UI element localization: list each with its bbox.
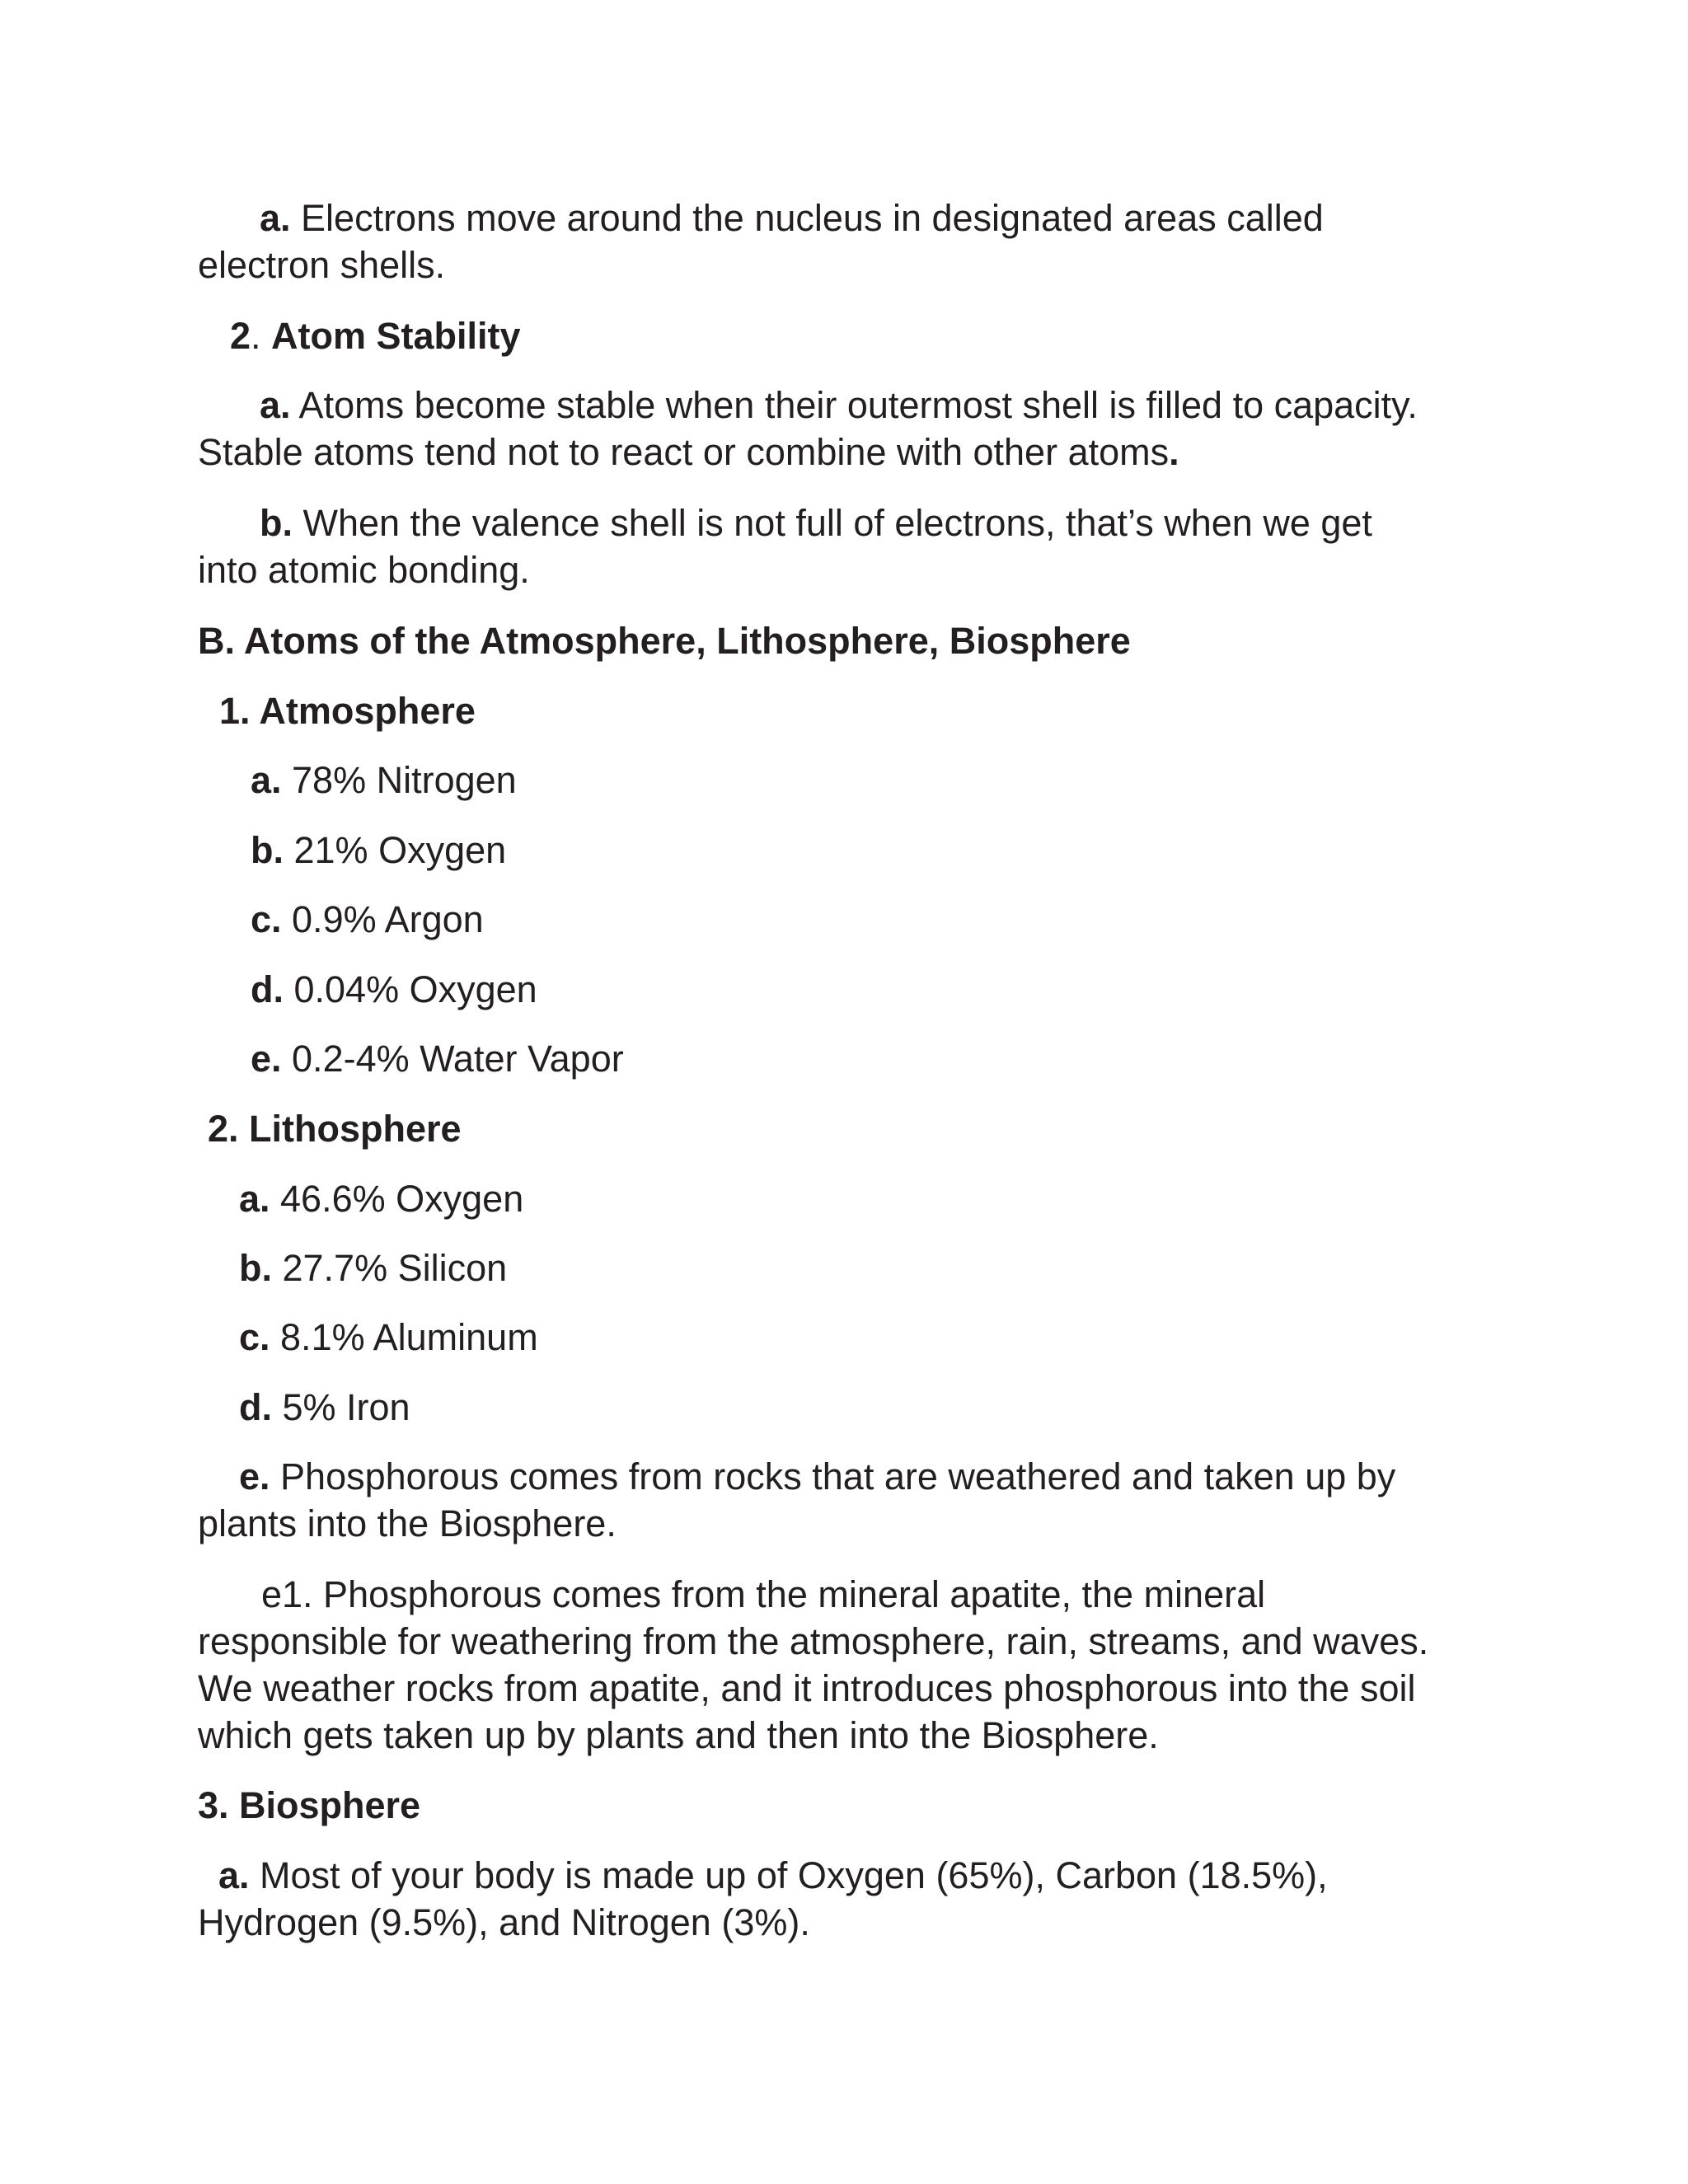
list-item-text: 0.2-4% Water Vapor bbox=[281, 1038, 624, 1080]
list-marker: b. bbox=[251, 829, 284, 871]
list-marker: a. bbox=[260, 197, 291, 239]
list-item-text: 0.04% Oxygen bbox=[284, 968, 537, 1010]
heading-section-b: B. Atoms of the Atmosphere, Lithosphere, Biosphere bbox=[198, 620, 1131, 662]
paragraph-text: Atoms become stable when their outermost shell is filled to capacity. bbox=[290, 384, 1418, 426]
heading-atom-stability bbox=[230, 312, 1688, 360]
list-marker: a. bbox=[239, 1178, 270, 1220]
lithosphere-item bbox=[239, 1314, 1688, 1361]
paragraph-end-period: . bbox=[1169, 431, 1179, 473]
paragraph-phosphorous-line-1 bbox=[239, 1453, 1688, 1501]
paragraph-text: When the valence shell is not full of electrons, that’s when we get bbox=[293, 502, 1372, 544]
atmosphere-item bbox=[251, 827, 1688, 874]
paragraph-text: Phosphorous comes from rocks that are weathered and taken up by bbox=[270, 1455, 1396, 1497]
atmosphere-item bbox=[251, 757, 1688, 804]
paragraph-apatite-line-4 bbox=[198, 1712, 1688, 1760]
paragraph-text: Hydrogen (9.5%), and Nitrogen (3%). bbox=[198, 1901, 810, 1943]
atmosphere-item bbox=[251, 896, 1688, 944]
paragraph-text: which gets taken up by plants and then into the Biosphere. bbox=[198, 1714, 1159, 1756]
paragraph-text: We weather rocks from apatite, and it introduces phosphorous into the soil bbox=[198, 1667, 1416, 1709]
list-item-text: 27.7% Silicon bbox=[272, 1247, 508, 1289]
list-marker: e. bbox=[239, 1455, 270, 1497]
lithosphere-item bbox=[239, 1384, 1688, 1432]
list-marker: d. bbox=[251, 968, 284, 1010]
list-marker: c. bbox=[251, 898, 282, 940]
paragraph-valence-line-2 bbox=[198, 546, 1688, 594]
paragraph-body-line-1 bbox=[218, 1852, 1688, 1900]
list-marker: b. bbox=[260, 502, 293, 544]
paragraph-body-line-2 bbox=[198, 1899, 1688, 1947]
atmosphere-item bbox=[251, 966, 1688, 1014]
heading-biosphere: 3. Biosphere bbox=[198, 1784, 421, 1826]
lithosphere-item bbox=[239, 1244, 1688, 1292]
list-marker: a. bbox=[251, 759, 282, 801]
list-item-text: 5% Iron bbox=[272, 1386, 410, 1428]
list-marker: a. bbox=[218, 1854, 250, 1896]
list-item-text: 21% Oxygen bbox=[284, 829, 507, 871]
paragraph-stable-line-2 bbox=[198, 429, 1688, 476]
paragraph-text: responsible for weathering from the atmosphere, rain, streams, and waves. bbox=[198, 1620, 1429, 1662]
list-marker: d. bbox=[239, 1386, 272, 1428]
paragraph-apatite-line-2 bbox=[198, 1618, 1688, 1666]
list-item-text: 8.1% Aluminum bbox=[270, 1316, 538, 1358]
paragraph-electrons-line-2 bbox=[198, 241, 1688, 289]
heading-lithosphere: 2. Lithosphere bbox=[208, 1108, 462, 1150]
heading-separator: . bbox=[251, 315, 272, 357]
heading-number: 2 bbox=[230, 315, 251, 357]
paragraph-text: electron shells. bbox=[198, 244, 446, 286]
paragraph-text: Stable atoms tend not to react or combine with other atoms bbox=[198, 431, 1170, 473]
paragraph-text: plants into the Biosphere. bbox=[198, 1502, 617, 1544]
list-marker: c. bbox=[239, 1316, 270, 1358]
paragraph-electrons-line-1 bbox=[260, 194, 1688, 242]
paragraph-text: Electrons move around the nucleus in designated areas called bbox=[290, 197, 1324, 239]
paragraph-apatite-line-1 bbox=[261, 1571, 1688, 1619]
lithosphere-item bbox=[239, 1175, 1688, 1223]
paragraph-text: Most of your body is made up of Oxygen (65%), Carbon (18.5%), bbox=[249, 1854, 1328, 1896]
paragraph-apatite-line-3 bbox=[198, 1665, 1688, 1713]
heading-atmosphere: 1. Atmosphere bbox=[219, 690, 476, 732]
paragraph-valence-line-1 bbox=[260, 499, 1688, 547]
paragraph-text: into atomic bonding. bbox=[198, 549, 530, 591]
list-marker: e. bbox=[251, 1038, 282, 1080]
list-item-text: 0.9% Argon bbox=[281, 898, 484, 940]
paragraph-phosphorous-line-2 bbox=[198, 1500, 1688, 1548]
paragraph-stable-line-1 bbox=[260, 382, 1688, 429]
list-marker: a. bbox=[260, 384, 291, 426]
heading-title: Atom Stability bbox=[271, 315, 521, 357]
list-marker: b. bbox=[239, 1247, 272, 1289]
paragraph-text: e1. Phosphorous comes from the mineral apatite, the mineral bbox=[261, 1573, 1266, 1615]
list-item-text: 78% Nitrogen bbox=[281, 759, 517, 801]
atmosphere-item bbox=[251, 1035, 1688, 1083]
list-item-text: 46.6% Oxygen bbox=[270, 1178, 524, 1220]
